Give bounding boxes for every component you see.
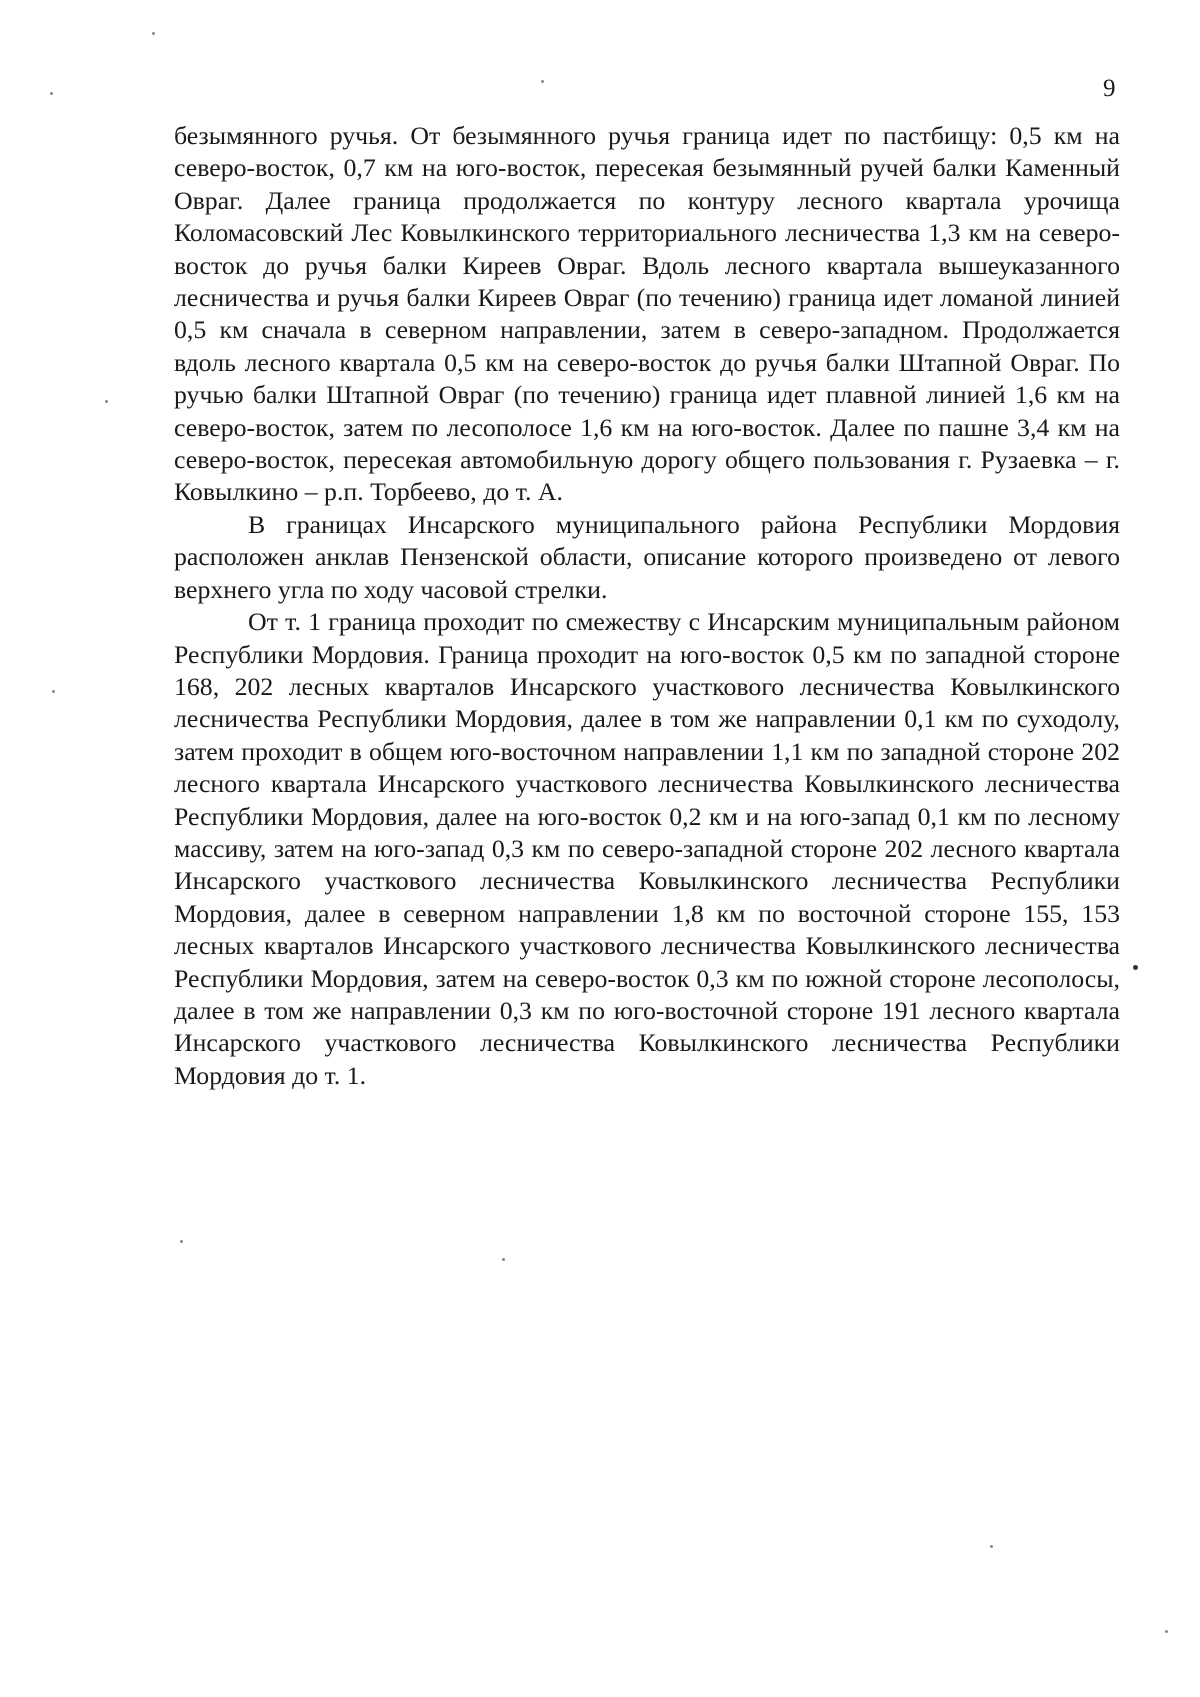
paragraph-2: В границах Инсарского муниципального района Республики Мордовия расположен анклав Пензенской области, описание которого произведено от левого верхнего угла по ходу часовой стрелки. [174, 509, 1120, 604]
scan-speck [541, 80, 544, 83]
scan-speck [1165, 1630, 1168, 1633]
document-body [174, 120, 1120, 1092]
scan-speck [105, 400, 108, 403]
paragraph-3: От т. 1 граница проходит по смежеству с Инсарским муниципальным районом Республики Мордовия. Граница проходит на юго-восток 0,5 км по западной стороне 168, 202 лесных кварталов Инсарского участкового лесничества Ковылкинского лесничества Республики Мордовия, далее в том же направлении 0,1 км по суходолу, затем проходит в общем юго-восточном направлении 1,1 км по западной стороне 202 лесного квартала Инсарского участкового лесничества Ковылкинского лесничества Республики Мордовия, далее на юго-восток 0,2 км и на юго-запад 0,1 км по лесному массиву, затем на юго-запад 0,3 км по северо-западной стороне 202 лесного квартала Инсарского участкового лесничества Ковылкинского лесничества Республики Мордовия, далее в северном направлении 1,8 км по восточной стороне 155, 153 лесных кварталов Инсарского участкового лесничества Ковылкинского лесничества Республики Мордовия, затем на северо-восток 0,3 км по южной стороне лесополосы, далее в том же направлении 0,3 км по юго-восточной стороне 191 лесного квартала Инсарского участкового лесничества Ковылкинского лесничества Республики Мордовия до т. 1. [174, 607, 1120, 1090]
scan-speck [1133, 965, 1138, 970]
scan-speck [180, 1240, 183, 1243]
paragraph-1: безымянного ручья. От безымянного ручья граница идет по пастбищу: 0,5 км на северо-восток, 0,7 км на юго-восток, пересекая безымянный ручей балки Каменный Овраг. Далее граница продолжается по контуру лесного квартала урочища Коломасовский Лес Ковылкинского территориального лесничества 1,3 км на северо-восток до ручья балки Киреев Овраг. Вдоль лесного квартала вышеуказанного лесничества и ручья балки Киреев Овраг (по течению) граница идет ломаной линией 0,5 км сначала в северном направлении, затем в северо-западном. Продолжается вдоль лесного квартала 0,5 км на северо-восток до ручья балки Штапной Овраг. По ручью балки Штапной Овраг (по течению) граница идет плавной линией 1,6 км на северо-восток, затем по лесополосе 1,6 км на юго-восток. Далее по пашне 3,4 км на северо-восток, пересекая автомобильную дорогу общего пользования г. Рузаевка – г. Ковылкино – р.п. Торбеево, до т. А. [174, 121, 1120, 507]
scan-speck [990, 1545, 993, 1548]
scan-speck [152, 32, 155, 35]
scan-speck [52, 690, 55, 693]
scan-speck [502, 1258, 505, 1261]
scan-speck [50, 92, 53, 95]
page-number: 9 [1103, 75, 1116, 102]
